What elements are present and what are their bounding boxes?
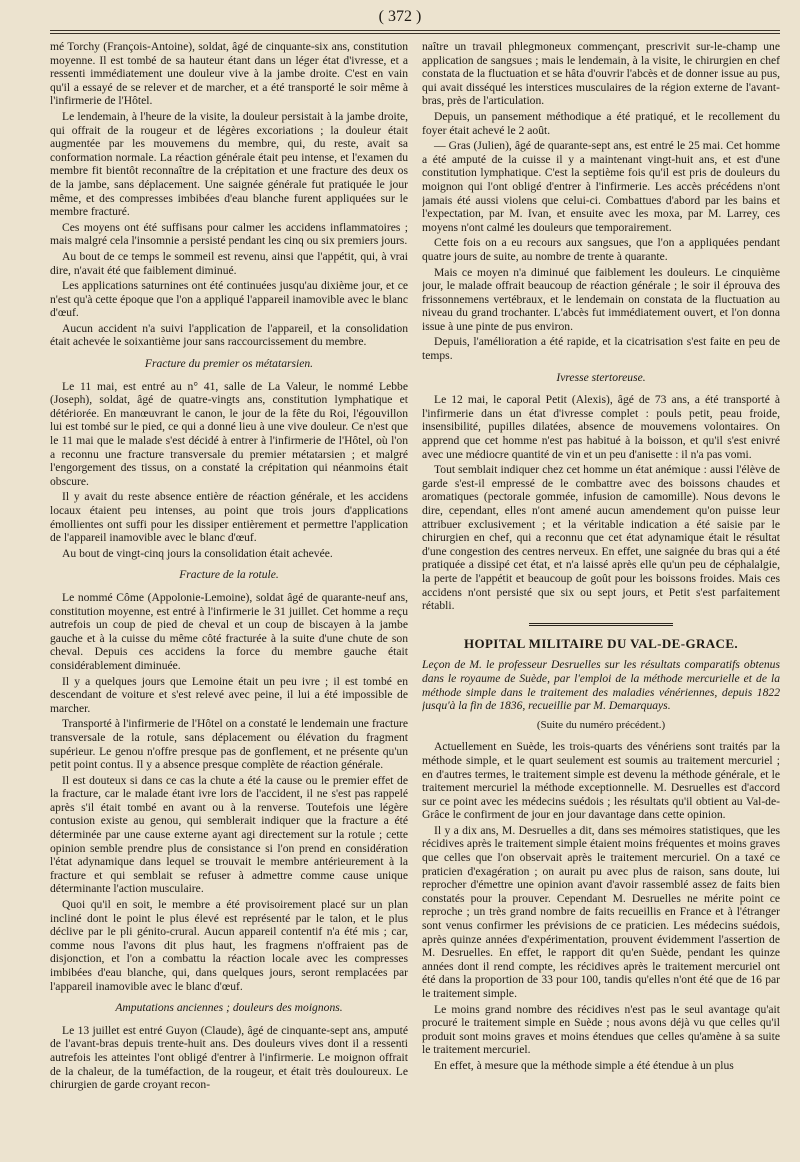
section-heading: Fracture de la rotule. <box>179 568 279 582</box>
page-number: ( 372 ) <box>378 8 422 25</box>
paragraph: Le moins grand nombre des récidives n'est pas le seul avantage qu'ait procuré le traitement simple en Suède ; nous avons déjà vu que celles qu'il produit sont moins graves et moins étendues que celles qu'amène à sa suite le traitement mercuriel. <box>422 1002 780 1057</box>
paragraph: Cette fois on a eu recours aux sangsues, que l'on a appliquées pendant quatre jours de suite, au nombre de trente à quarante. <box>422 236 780 263</box>
paragraph: Ces moyens ont été suffisans pour calmer les accidens inflammatoires ; mais malgré cela l'insomnie a persisté pendant les cinq ou six premiers jours. <box>50 220 408 248</box>
hospital-heading: HOPITAL MILITAIRE DU VAL-DE-GRACE. <box>463 635 739 651</box>
paragraph: Au bout de vingt-cinq jours la consolidation était achevée. <box>62 546 333 560</box>
paragraph: Le 13 juillet est entré Guyon (Claude), âgé de cinquante-sept ans, amputé de l'avant-bras depuis trente-huit ans. Des douleurs vives dont il a ressenti autrefois les atteintes l'ont obligé d'entrer à l'infirmerie. Le moignon offrait de la chaleur, de la tuméfaction, de la rougeur, et était très douloureux. Le chirurgien de garde croyant recon- <box>50 1023 408 1092</box>
section-separator <box>529 623 672 627</box>
text-columns <box>50 40 780 1158</box>
paragraph: Il y avait du reste absence entière de réaction générale, et les accidens locaux étaient peu intenses, au point que trois jours d'applications émollientes ont suffi pour les dissiper entièrement et permettre l'application de l'appareil inamovible avec le blanc d'œuf. <box>50 490 408 545</box>
paragraph: naître un travail phlegmoneux commençant, prescrivit sur-le-champ une application de sangsues ; mais le lendemain, à la visite, le chirurgien en chef constata de la fluctuation et se hâta d'ouvrir l'abcès et de donner issue au pus, qui avait disséqué les interstices musculaires de la région externe de l'avant-bras, près de l'articulation. <box>422 40 780 108</box>
paragraph: Depuis, l'amélioration a été rapide, et la cicatrisation s'est faite en peu de temps. <box>422 335 780 363</box>
paragraph: Il y a quelques jours que Lemoine était un peu ivre ; il est tombé en descendant de voiture et s'est relevé avec peine, il lui a été impossible de marcher. <box>50 674 408 715</box>
paragraph: Le 12 mai, le caporal Petit (Alexis), âgé de 73 ans, a été transporté à l'infirmerie dans un état d'ivresse complet : pouls petit, peau froide, insensibilité, pupilles dilatées, absence de mouvemens volontaires. On apprend que cet homme n'est pas habitué à la boisson, et qu'il s'est enivré avec une médiocre quantité de vin et un peu d'anisette : il n'a pas vomi. <box>422 393 780 461</box>
paragraph: Au bout de ce temps le sommeil est revenu, ainsi que l'appétit, qui, à vrai dire, n'avait été que faiblement diminué. <box>50 249 408 277</box>
header-rule <box>50 30 780 34</box>
paragraph: — Gras (Julien), âgé de quarante-sept ans, est entré le 25 mai. Cet homme a été amputé de la cuisse il y a maintenant vingt-huit ans, et est d'une constitution lymphatique. C'est la septième fois qu'il est pris de douleurs du moignon qui l'ont obligé d'entrer à l'infirmerie. Les accès précédens n'ont jamais été aussi violens que celui-ci. Combattues d'abord par les bains et l'expectation, par M. Ivan, et ensuite avec les moxa, par M. Larrey, ces moyens n'ont calmé les douleurs que temporairement. <box>422 139 780 234</box>
lecture-intro: Leçon de M. le professeur Desruelles sur les résultats comparatifs obtenus dans le royaume de Suède, par l'emploi de la méthode mercurielle et de la méthode simple dans le traitement des maladies vénériennes, depuis 1822 jusqu'à la fin de 1836, recueillie par M. Demarquays. <box>422 658 780 713</box>
paragraph: En effet, à mesure que la méthode simple a été étendue à un plus <box>434 1058 734 1072</box>
paragraph: Les applications saturnines ont été continuées jusqu'au dixième jour, et ce n'est qu'à cette époque que l'on a appliqué l'appareil inamovible avec le blanc d'œuf. <box>50 279 408 320</box>
paragraph: Tout semblait indiquer chez cet homme un état anémique : aussi l'élève de garde s'est-il empressé de le combattre avec des boissons chaudes et aromatiques (pectorale gommée, infusion de camomille). Nous devons le dire, cependant, elles n'ont amené aucun amendement qu'on puisse leur attribuer exclusivement ; et la véritable indication a été saisie par le chirurgien en chef, qui a reconnu que cet état adynamique était le résultat d'une congestion des centres nerveux. En effet, une saignée du bras qui a été pratiquée a dissipé cet état, et n'a laissé après elle qu'un peu de céphalalgie, la perte de l'appétit et beaucoup de goût pour les boissons froides. Mais ces accidens n'ont persisté que six ou sept jours, et Petit s'est parfaitement rétabli. <box>422 463 780 613</box>
paragraph: Aucun accident n'a suivi l'application de l'appareil, et la consolidation était achevée le soixantième jour sans raccourcissement du membre. <box>50 321 408 349</box>
paragraph: Transporté à l'infirmerie de l'Hôtel on a constaté le lendemain une fracture transversale de la rotule, sans déplacement ou élévation du fragment supérieur. Le genou n'offre presque pas de gonflement, et ne présente qu'un petit point contus. Il y a absence presque complète de réaction générale. <box>50 717 408 772</box>
paragraph: mé Torchy (François-Antoine), soldat, âgé de cinquante-six ans, constitution moyenne. Il est tombé de sa hauteur étant dans un léger état d'ivresse, et a ressenti immédiatement une douleur vive à la jambe droite. C'est en vain qu'il a essayé de se relever et de marcher, et a été transporté le soir même à l'infirmerie de l'Hôtel. <box>50 40 408 108</box>
right-column <box>422 40 780 1158</box>
section-heading: Ivresse stertoreuse. <box>556 370 646 384</box>
paragraph: Le lendemain, à l'heure de la visite, la douleur persistait à la jambe droite, qui offrait de la rougeur et de légères excoriations ; la douleur était augmentée par les mouvemens du membre, qui, du reste, avait sa conformation normale. La réaction générale était peu intense, et l'examen du membre fit bientôt reconnaître de la crépitation et une fracture des deux os de la jambe, sans déplacement. Une saignée générale fut pratiquée le jour même, et des compresses imbibées d'eau blanche furent appliquées sur le membre fracturé. <box>50 109 408 219</box>
paragraph: Quoi qu'il en soit, le membre a été provisoirement placé sur un plan incliné dont le point le plus élevé est représenté par le talon, et le plus déclive par le pli génito-crural. Aucun appareil contentif n'a été mis ; car, comme nous l'avons dit plus haut, les fragmens n'offraient pas de disjonction, et l'on a combattu la réaction locale avec les compresses imbibées d'eau blanche, qui, dans quelques jours, seront remplacées par l'appareil inamovible avec le blanc d'œuf. <box>50 898 408 993</box>
paragraph: Il est douteux si dans ce cas la chute a été la cause ou le premier effet de la fracture, car le malade étant ivre lors de l'accident, il ne s'est pas rappelé après s'il était tombé en avant ou à la renverse. Toutefois une légère contusion existe au genou, qui semblerait indiquer que la fracture a été déterminée par une cause externe ayant agi directement sur la rotule ; cette opinion semble prendre plus de consistance si l'on prend en considération l'état adynamique dans lequel se trouvait le membre antérieurement à la fracture et qui semblait se refuser à admettre comme cause unique déterminante l'action musculaire. <box>50 773 408 896</box>
paragraph: Depuis, un pansement méthodique a été pratiqué, et le recollement du foyer était achevé le 2 août. <box>422 109 780 137</box>
paragraph: Le nommé Côme (Appolonie-Lemoine), soldat âgé de quarante-neuf ans, constitution moyenne, est entré à l'infirmerie le 31 juillet. Cet homme a reçu autrefois un coup de pied de cheval et un coup de biscayen à la jambe gauche et à la cuisse du même côté fracturée à la suite d'une chute de son cheval. Depuis ces accidens la force du membre gauche était considérablement diminuée. <box>50 590 408 672</box>
paragraph: Le 11 mai, est entré au n° 41, salle de La Valeur, le nommé Lebbe (Joseph), soldat, âgé de quatre-vingts ans, constitution lymphatique et détériorée. En manœuvrant le canon, le jour de la fête du Roi, l'égouvillon lui est tombé sur le pied, ce qui a donné lieu à une vive douleur. Ce n'est que le 11 mai que le malade s'est décidé à entrer à l'infirmerie de l'Hôtel, où l'on a reconnu une fracture transversale du premier métatarsien ; et malgré l'engorgement des tissus, on a constaté la crépitation qui néanmoins était obscure. <box>50 379 408 488</box>
paragraph: Actuellement en Suède, les trois-quarts des vénériens sont traités par la méthode simple, et le quart seulement est soumis au traitement mercuriel ; en d'autres termes, le traitement simple est devenu la méthode générale, et le traitement mercuriel la méthode exceptionnelle. M. Desruelles est d'accord sur ce point avec les médecins suédois ; les résultats qu'il obtient au Val-de-Grâce le confirment de jour en jour davantage dans cette opinion. <box>422 740 780 822</box>
section-heading: Fracture du premier os métatarsien. <box>144 357 314 371</box>
paragraph: Mais ce moyen n'a diminué que faiblement les douleurs. Le cinquième jour, le malade offrait beaucoup de réaction générale ; le soir il éprouva des frissonnemens vertébraux, et le lendemain on constata de la fluctuation au niveau du grand trochanter. L'abcès fut immédiatement ouvert, et l'on donna issue à une pinte de pus environ. <box>422 265 780 333</box>
left-column <box>50 40 408 1158</box>
continued-note: (Suite du numéro précédent.) <box>536 718 666 731</box>
section-heading: Amputations anciennes ; douleurs des moignons. <box>115 1001 343 1015</box>
paragraph: Il y a dix ans, M. Desruelles a dit, dans ses mémoires statistiques, que les récidives après le traitement simple étaient moins fréquentes et moins graves que celles que l'on observait après le traitement mercuriel. On a taxé ce praticien d'exagération ; on aurait pu avec plus de raison, sans doute, lui reprocher d'émettre une opinion avant d'avoir rassemblé assez de faits bien constatés pour la prouver. Cependant M. Desruelles ne mérite point ce reproche ; un très grand nombre de faits recueillis en France et à l'étranger sont venus confirmer les prévisions de ce praticien. Les médecins suédois, après quinze années d'expérimentation, prouvent évidemment l'assertion de M. Desruelles. En effet, le rapport dit qu'en Suède, pendant les quinze années dont il rend compte, les récidives après le traitement mercuriel ont été dans la proportion de 33 pour 100, tandis qu'elles n'ont été que de 16 par le traitement simple. <box>422 823 780 1000</box>
